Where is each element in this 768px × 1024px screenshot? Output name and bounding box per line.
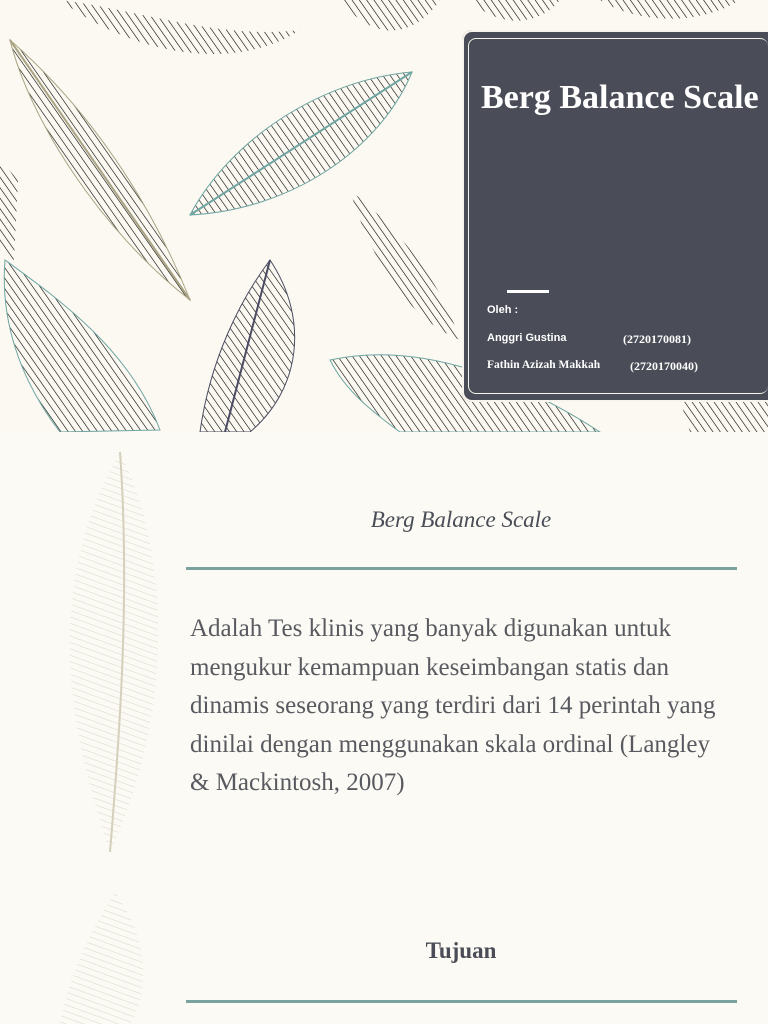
author-id: (2720170040) xyxy=(630,359,698,373)
feather-icon xyxy=(350,190,460,340)
feather-icon xyxy=(190,72,412,215)
title-slide xyxy=(0,0,768,432)
divider xyxy=(186,567,737,570)
author-name: Anggri Gustina xyxy=(487,332,567,344)
feather-icon xyxy=(60,0,300,54)
feather-icon xyxy=(10,40,190,300)
feather-icon xyxy=(200,260,295,432)
slide-title: Berg Balance Scale xyxy=(481,79,759,116)
divider xyxy=(186,1000,737,1003)
feather-icon xyxy=(60,892,144,1024)
feather-icon xyxy=(4,260,160,432)
author-id: (2720170081) xyxy=(623,332,691,346)
section-title: Berg Balance Scale xyxy=(370,507,552,532)
body-paragraph: Adalah Tes klinis yang banyak digunakan untuk mengukur kemampuan keseimbangan statis dan dinamis seseorang yang terdiri dari 14 perintah yang dinilai dengan menggunakan skala ordinal (Langley & Mackintosh, 2007) xyxy=(190,615,716,796)
section-title: Tujuan xyxy=(425,938,497,963)
author-name: Fathin Azizah Makkah xyxy=(487,359,601,371)
feather-icon xyxy=(470,0,560,21)
title-underline xyxy=(507,290,549,293)
credits-label: Oleh : xyxy=(487,304,519,316)
feather-icon xyxy=(70,452,158,852)
